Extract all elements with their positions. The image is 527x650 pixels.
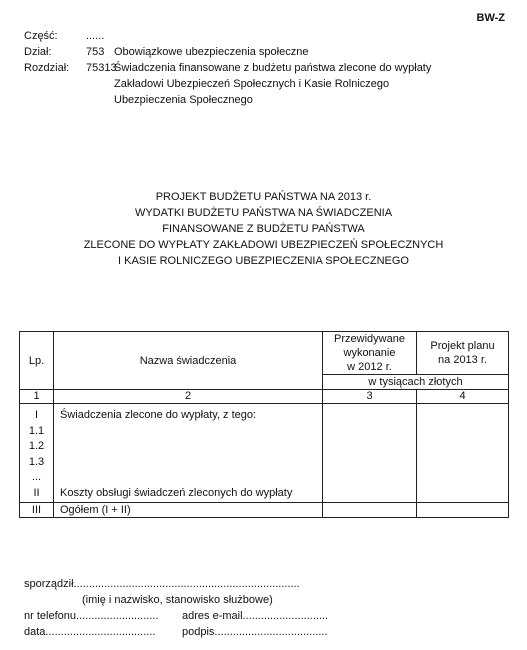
total-name: Ogółem (I + II) xyxy=(54,503,323,518)
title-line: FINANSOWANE Z BUDŻETU PAŃSTWA xyxy=(162,223,365,235)
budget-table xyxy=(19,331,509,518)
part-label: Część: xyxy=(24,30,58,42)
header-col3-line: w 2012 r. xyxy=(347,361,392,373)
name-list xyxy=(54,405,322,501)
table-header-row xyxy=(20,332,509,375)
name-item: Świadczenia zlecone do wypłaty, z tego: xyxy=(60,409,257,421)
lp-list xyxy=(20,405,53,501)
chapter-name xyxy=(112,60,504,108)
signature-field[interactable]: podpis..................................... xyxy=(182,626,328,638)
section-name: Obowiązkowe ubezpieczenia społeczne xyxy=(114,46,309,58)
value-2012-cell[interactable] xyxy=(323,404,417,503)
header-col4 xyxy=(417,332,509,375)
prepared-by[interactable]: sporządził.......................................................................... xyxy=(24,578,300,590)
header-col3-line: Przewidywane xyxy=(334,333,405,345)
name-item xyxy=(60,439,322,455)
phone-field[interactable]: nr telefonu........................... xyxy=(24,610,159,622)
name-cell xyxy=(54,404,323,503)
name-item xyxy=(60,424,322,440)
part-row xyxy=(24,28,504,44)
header-col3 xyxy=(323,332,417,375)
name-item: Koszty obsługi świadczeń zleconych do wypłaty xyxy=(60,486,293,499)
total-2013-cell[interactable] xyxy=(417,503,509,518)
part-value: ...... xyxy=(86,30,105,42)
email-field[interactable]: adres e-mail............................ xyxy=(182,610,329,622)
header-col3-line: wykonanie xyxy=(343,347,396,359)
column-number-row xyxy=(20,390,509,404)
section-label: Dział: xyxy=(24,46,52,58)
title-line: WYDATKI BUDŻETU PAŃSTWA NA ŚWIADCZENIA xyxy=(134,207,393,219)
chapter-name-line: Świadczenia finansowane z budżetu państwa zlecone do wypłaty xyxy=(114,62,432,74)
section-row xyxy=(24,44,504,60)
unit-cell: w tysiącach złotych xyxy=(323,375,509,390)
chapter-row xyxy=(24,60,504,108)
column-number: 2 xyxy=(54,390,323,404)
total-lp: III xyxy=(20,503,54,518)
title-line: I KASIE ROLNICZEGO UBEZPIECZENIA SPOŁECZNEGO xyxy=(118,255,409,267)
lp-item: II xyxy=(33,486,40,499)
total-2012-cell[interactable] xyxy=(323,503,417,518)
signature-block xyxy=(24,576,424,640)
lp-item: 1.1 xyxy=(28,424,45,437)
document-header xyxy=(24,28,504,108)
title-line: PROJEKT BUDŻETU PAŃSTWA NA 2013 r. xyxy=(155,191,372,203)
header-col4-line: na 2013 r. xyxy=(438,354,487,366)
header-lp: Lp. xyxy=(20,332,54,390)
lp-cell xyxy=(20,404,54,503)
name-hint: (imię i nazwisko, stanowisko służbowe) xyxy=(82,594,273,606)
total-row xyxy=(20,503,509,518)
document-title xyxy=(0,189,527,269)
chapter-name-line: Ubezpieczenia Społecznego xyxy=(114,94,253,106)
section-code: 753 xyxy=(86,46,105,58)
chapter-label: Rozdział: xyxy=(24,62,70,74)
lp-item: ... xyxy=(31,471,42,483)
form-code: BW-Z xyxy=(476,12,505,24)
title-line: ZLECONE DO WYPŁATY ZAKŁADOWI UBEZPIECZEŃ SPOŁECZNYCH xyxy=(83,239,444,251)
lp-item: 1.2 xyxy=(28,440,45,452)
header-name: Nazwa świadczenia xyxy=(54,332,323,390)
column-number: 4 xyxy=(417,390,509,404)
value-2013-cell[interactable] xyxy=(417,404,509,503)
chapter-code: 75313 xyxy=(86,62,117,74)
chapter-name-line: Zakładowi Ubezpieczeń Społecznych i Kasie Rolniczego xyxy=(114,78,390,90)
name-item xyxy=(60,470,322,486)
name-item xyxy=(60,455,322,471)
lp-item: 1.3 xyxy=(28,455,45,468)
header-col4-line: Projekt planu xyxy=(430,340,495,352)
table-body-row xyxy=(20,404,509,503)
date-row xyxy=(24,624,424,640)
lp-item: I xyxy=(34,409,39,421)
date-field[interactable]: data.................................... xyxy=(24,626,156,638)
contact-row xyxy=(24,608,424,624)
column-number: 3 xyxy=(323,390,417,404)
column-number: 1 xyxy=(20,390,54,404)
